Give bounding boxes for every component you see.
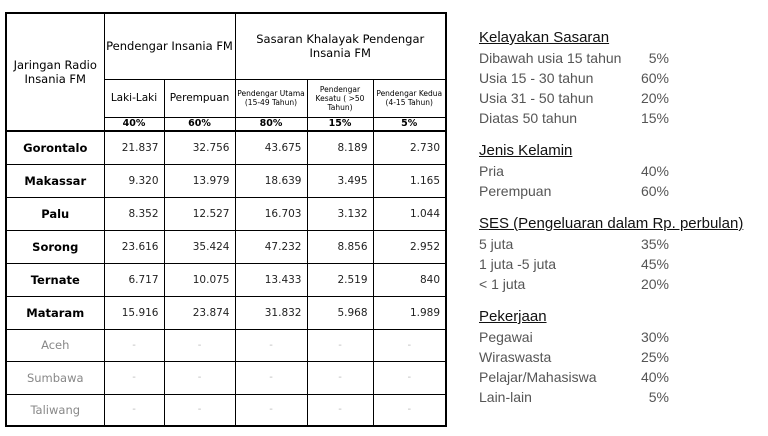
stat-value: 25%: [640, 349, 669, 365]
value-cell: 23.874: [164, 296, 235, 329]
percent-cell: 80%: [235, 117, 307, 131]
section-title: Kelayakan Sasaran: [479, 29, 610, 46]
first-listener-header: Pendengar Kesatu ( >50 Tahun): [307, 79, 373, 117]
value-cell: 8.352: [104, 197, 164, 230]
value-cell: 12.527: [164, 197, 235, 230]
stat-value: 15%: [640, 110, 669, 126]
value-cell: 1.165: [373, 164, 446, 197]
stat-value: 60%: [640, 183, 669, 199]
section-title: Pekerjaan: [479, 308, 547, 325]
city-cell: Sorong: [6, 230, 104, 263]
listener-table: [5, 12, 447, 427]
percent-cell: 5%: [373, 117, 446, 131]
stat-label: Dibawah usia 15 tahun: [479, 50, 622, 66]
network-header: Jaringan Radio Insania FM: [6, 13, 104, 131]
value-cell: -: [235, 394, 307, 426]
stat-label: 5 juta: [479, 236, 514, 252]
stat-row: [479, 88, 764, 108]
value-cell: 15.916: [104, 296, 164, 329]
value-cell: 2.730: [373, 131, 446, 164]
stat-label: Usia 15 - 30 tahun: [479, 70, 594, 86]
primary-listener-header: Pendengar Utama (15-49 Tahun): [235, 79, 307, 117]
city-cell: Palu: [6, 197, 104, 230]
table-row: [6, 329, 446, 361]
table-row: [6, 296, 446, 329]
value-cell: 21.837: [104, 131, 164, 164]
stat-row: [479, 254, 764, 274]
target-audience-header: Sasaran Khalayak Pendengar Insania FM: [235, 13, 446, 79]
stat-value: 35%: [640, 236, 669, 252]
city-cell: Mataram: [6, 296, 104, 329]
stat-value: 30%: [640, 329, 669, 345]
stat-row: [479, 234, 764, 254]
value-cell: 1.044: [373, 197, 446, 230]
stat-row: [479, 327, 764, 347]
section-title: Jenis Kelamin: [479, 142, 573, 159]
value-cell: -: [104, 361, 164, 394]
stat-value: 60%: [640, 70, 669, 86]
value-cell: -: [235, 361, 307, 394]
stat-value: 5%: [648, 50, 669, 66]
value-cell: 32.756: [164, 131, 235, 164]
value-cell: -: [104, 329, 164, 361]
stat-row: [479, 387, 764, 407]
stats-section: [479, 29, 764, 128]
stat-label: Wiraswasta: [479, 349, 552, 365]
male-header: Laki-Laki: [104, 79, 164, 117]
stat-label: Usia 31 - 50 tahun: [479, 90, 594, 106]
stat-value: 40%: [640, 163, 669, 179]
table-row: [6, 131, 446, 164]
value-cell: -: [104, 394, 164, 426]
value-cell: -: [164, 329, 235, 361]
table-row: [6, 361, 446, 394]
stat-label: Pelajar/Mahasiswa: [479, 369, 597, 385]
value-cell: 31.832: [235, 296, 307, 329]
city-cell: Taliwang: [6, 394, 104, 426]
value-cell: 43.675: [235, 131, 307, 164]
percent-cell: 40%: [104, 117, 164, 131]
stats-section: [479, 215, 764, 294]
city-cell: Sumbawa: [6, 361, 104, 394]
stat-label: Pegawai: [479, 329, 533, 345]
stat-label: Pria: [479, 163, 504, 179]
value-cell: 6.717: [104, 263, 164, 296]
value-cell: 1.989: [373, 296, 446, 329]
value-cell: 10.075: [164, 263, 235, 296]
stat-value: 20%: [640, 90, 669, 106]
value-cell: 8.189: [307, 131, 373, 164]
value-cell: 2.952: [373, 230, 446, 263]
stat-row: [479, 48, 764, 68]
value-cell: 18.639: [235, 164, 307, 197]
value-cell: -: [373, 361, 446, 394]
value-cell: 9.320: [104, 164, 164, 197]
stat-value: 45%: [640, 256, 669, 272]
value-cell: 16.703: [235, 197, 307, 230]
value-cell: 3.132: [307, 197, 373, 230]
stat-value: 40%: [640, 369, 669, 385]
table-row: [6, 263, 446, 296]
city-cell: Ternate: [6, 263, 104, 296]
stat-value: 20%: [640, 276, 669, 292]
value-cell: -: [307, 329, 373, 361]
stat-label: 1 juta -5 juta: [479, 256, 557, 272]
value-cell: 35.424: [164, 230, 235, 263]
value-cell: 2.519: [307, 263, 373, 296]
stat-label: Lain-lain: [479, 389, 532, 405]
table-row: [6, 197, 446, 230]
value-cell: -: [307, 361, 373, 394]
value-cell: 13.979: [164, 164, 235, 197]
stat-value: 5%: [648, 389, 669, 405]
stats-section: [479, 308, 764, 407]
city-cell: Aceh: [6, 329, 104, 361]
value-cell: 840: [373, 263, 446, 296]
value-cell: -: [164, 361, 235, 394]
listeners-header: Pendengar Insania FM: [104, 13, 235, 79]
value-cell: -: [164, 394, 235, 426]
percent-cell: 60%: [164, 117, 235, 131]
value-cell: 13.433: [235, 263, 307, 296]
table-row: [6, 230, 446, 263]
table-row: [6, 394, 446, 426]
stat-row: [479, 181, 764, 201]
stat-row: [479, 161, 764, 181]
stat-row: [479, 274, 764, 294]
value-cell: 23.616: [104, 230, 164, 263]
stat-label: Perempuan: [479, 183, 552, 199]
stat-row: [479, 347, 764, 367]
stat-row: [479, 367, 764, 387]
second-listener-header: Pendengar Kedua (4-15 Tahun): [373, 79, 446, 117]
percent-cell: 15%: [307, 117, 373, 131]
value-cell: -: [373, 329, 446, 361]
stats-panel: [479, 29, 764, 421]
stat-row: [479, 68, 764, 88]
city-cell: Makassar: [6, 164, 104, 197]
value-cell: 8.856: [307, 230, 373, 263]
value-cell: -: [235, 329, 307, 361]
stat-row: [479, 108, 764, 128]
stat-label: Diatas 50 tahun: [479, 110, 578, 126]
stats-section: [479, 142, 764, 201]
value-cell: 47.232: [235, 230, 307, 263]
city-cell: Gorontalo: [6, 131, 104, 164]
value-cell: -: [373, 394, 446, 426]
value-cell: 5.968: [307, 296, 373, 329]
value-cell: -: [307, 394, 373, 426]
female-header: Perempuan: [164, 79, 235, 117]
table-row: [6, 164, 446, 197]
stat-label: < 1 juta: [479, 276, 526, 292]
value-cell: 3.495: [307, 164, 373, 197]
section-title: SES (Pengeluaran dalam Rp. perbulan): [479, 215, 744, 232]
